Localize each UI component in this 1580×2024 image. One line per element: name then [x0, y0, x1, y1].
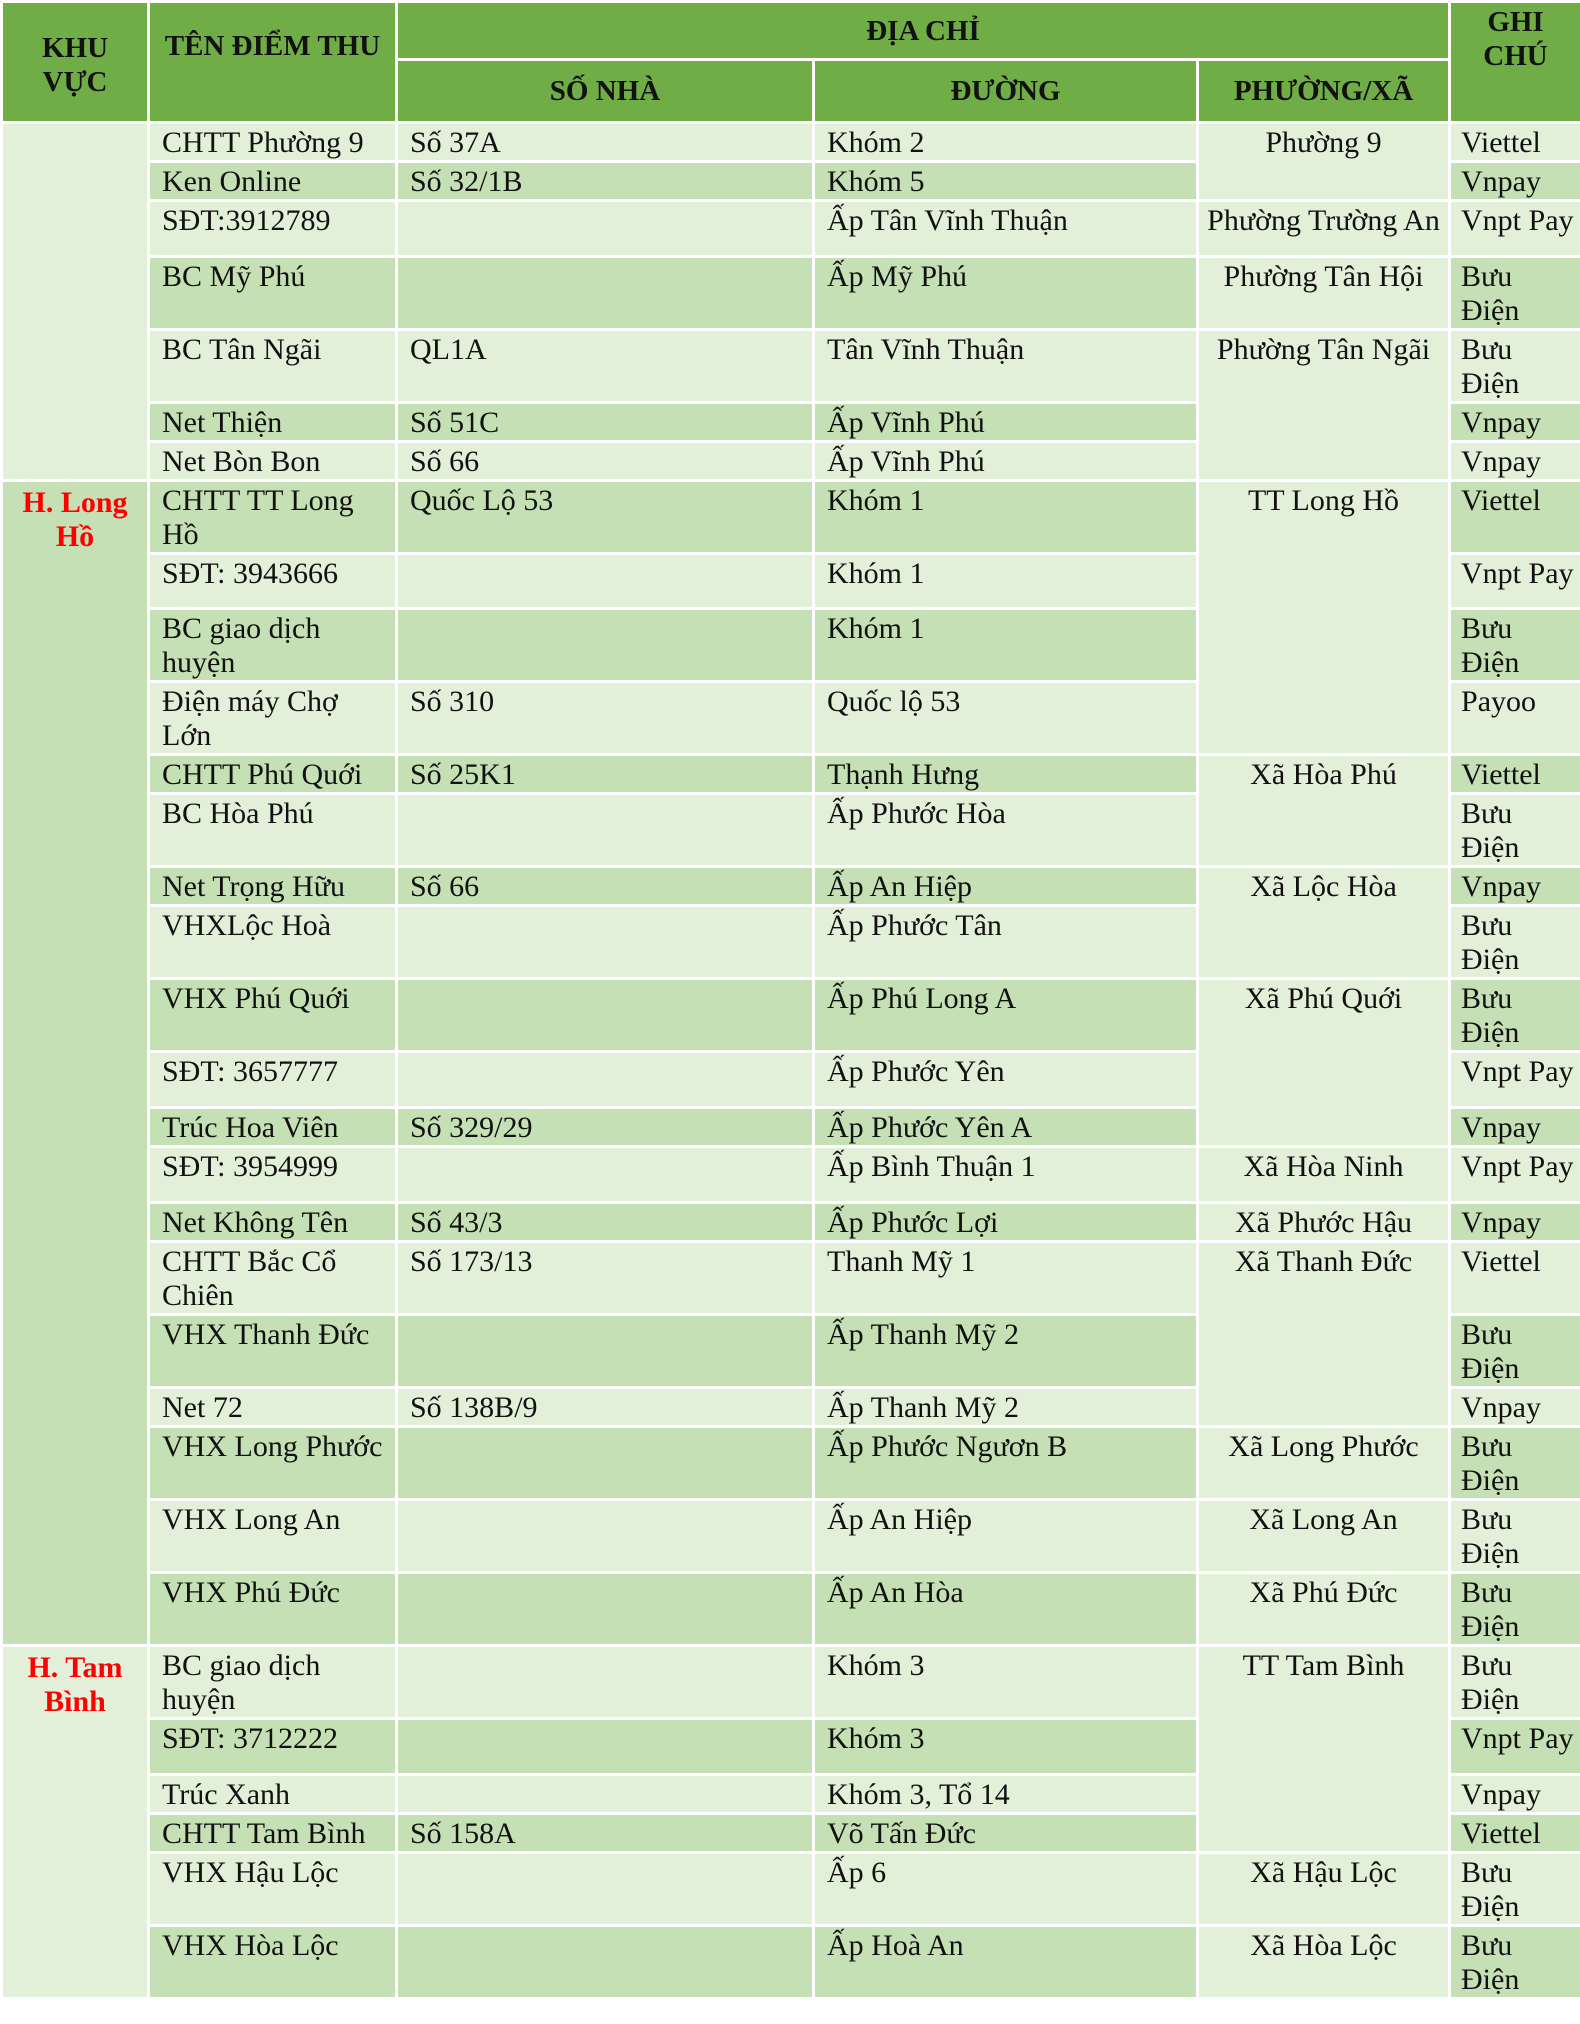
street-cell: Ấp Phước Hòa	[814, 794, 1198, 867]
point-name-cell: VHX Thanh Đức	[149, 1315, 397, 1388]
note-cell: Payoo	[1450, 682, 1580, 755]
note-cell: Vnpt Pay	[1450, 554, 1580, 609]
point-name-cell: VHX Hòa Lộc	[149, 1926, 397, 1999]
street-cell: Ấp An Hiệp	[814, 1500, 1198, 1573]
street-cell: Khóm 3	[814, 1719, 1198, 1775]
street-cell: Ấp Phước Yên	[814, 1052, 1198, 1108]
ward-cell: Xã Phú Đức	[1198, 1573, 1450, 1646]
header-ghi-chu: GHI CHÚ	[1450, 2, 1580, 123]
street-cell: Khóm 1	[814, 554, 1198, 609]
header-so-nha: SỐ NHÀ	[397, 60, 814, 123]
ward-cell: Xã Hòa Ninh	[1198, 1147, 1450, 1203]
street-cell: Khóm 1	[814, 609, 1198, 682]
point-name-cell: SĐT: 3657777	[149, 1052, 397, 1108]
note-cell: Vnpay	[1450, 867, 1580, 906]
street-cell: Ấp Vĩnh Phú	[814, 403, 1198, 442]
ward-cell: Phường Tân Ngãi	[1198, 330, 1450, 481]
note-cell: Bưu Điện	[1450, 1573, 1580, 1646]
ward-cell: Xã Hòa Lộc	[1198, 1926, 1450, 1999]
point-name-cell: Trúc Xanh	[149, 1775, 397, 1814]
house-number-cell: QL1A	[397, 330, 814, 403]
house-number-cell	[397, 609, 814, 682]
house-number-cell	[397, 1147, 814, 1203]
street-cell: Ấp Hoà An	[814, 1926, 1198, 1999]
ward-cell: Xã Phước Hậu	[1198, 1203, 1450, 1242]
table-row	[2, 1147, 1580, 1203]
table-row	[2, 1926, 1580, 1999]
house-number-cell	[397, 1853, 814, 1926]
house-number-cell: Số 158A	[397, 1814, 814, 1853]
ward-cell: Xã Lộc Hòa	[1198, 867, 1450, 979]
note-cell: Vnpay	[1450, 442, 1580, 481]
note-cell: Vnpt Pay	[1450, 1147, 1580, 1203]
street-cell: Quốc lộ 53	[814, 682, 1198, 755]
ward-cell: Xã Long An	[1198, 1500, 1450, 1573]
table-row	[2, 1500, 1580, 1573]
point-name-cell: Net Bòn Bon	[149, 442, 397, 481]
point-name-cell: Điện máy Chợ Lớn	[149, 682, 397, 755]
point-name-cell: BC Hòa Phú	[149, 794, 397, 867]
note-cell: Viettel	[1450, 1814, 1580, 1853]
street-cell: Ấp An Hiệp	[814, 867, 1198, 906]
house-number-cell: Số 329/29	[397, 1108, 814, 1147]
note-cell: Bưu Điện	[1450, 330, 1580, 403]
point-name-cell: BC giao dịch huyện	[149, 609, 397, 682]
district-cell: H. Long Hồ	[2, 481, 149, 1646]
house-number-cell	[397, 1427, 814, 1500]
point-name-cell: SĐT: 3943666	[149, 554, 397, 609]
street-cell: Tân Vĩnh Thuận	[814, 330, 1198, 403]
note-cell: Bưu Điện	[1450, 609, 1580, 682]
note-cell: Bưu Điện	[1450, 1315, 1580, 1388]
table-row	[2, 201, 1580, 257]
street-cell: Ấp Phú Long A	[814, 979, 1198, 1052]
table-row	[2, 1646, 1580, 1719]
note-cell: Vnpt Pay	[1450, 1719, 1580, 1775]
district-cell	[2, 123, 149, 481]
house-number-cell	[397, 906, 814, 979]
street-cell: Ấp Phước Yên A	[814, 1108, 1198, 1147]
ward-cell: Xã Long Phước	[1198, 1427, 1450, 1500]
table-row	[2, 1242, 1580, 1315]
table-row	[2, 979, 1580, 1052]
ward-cell: Phường 9	[1198, 123, 1450, 201]
house-number-cell: Số 43/3	[397, 1203, 814, 1242]
point-name-cell: CHTT Tam Bình	[149, 1814, 397, 1853]
point-name-cell: CHTT TT Long Hồ	[149, 481, 397, 554]
point-name-cell: BC Tân Ngãi	[149, 330, 397, 403]
house-number-cell	[397, 1646, 814, 1719]
ward-cell: Xã Hòa Phú	[1198, 755, 1450, 867]
house-number-cell	[397, 1500, 814, 1573]
table-row	[2, 1853, 1580, 1926]
table-row	[2, 123, 1580, 162]
note-cell: Vnpay	[1450, 1388, 1580, 1427]
house-number-cell: Số 66	[397, 867, 814, 906]
note-cell: Vnpay	[1450, 403, 1580, 442]
note-cell: Vnpt Pay	[1450, 201, 1580, 257]
table-body	[2, 123, 1580, 1999]
table-row	[2, 1203, 1580, 1242]
note-cell: Viettel	[1450, 1242, 1580, 1315]
street-cell: Thanh Mỹ 1	[814, 1242, 1198, 1315]
house-number-cell	[397, 257, 814, 330]
house-number-cell	[397, 1775, 814, 1814]
street-cell: Ấp 6	[814, 1853, 1198, 1926]
street-cell: Khóm 3	[814, 1646, 1198, 1719]
house-number-cell: Số 51C	[397, 403, 814, 442]
house-number-cell	[397, 1573, 814, 1646]
table-row	[2, 481, 1580, 554]
house-number-cell: Số 138B/9	[397, 1388, 814, 1427]
note-cell: Bưu Điện	[1450, 794, 1580, 867]
note-cell: Bưu Điện	[1450, 1853, 1580, 1926]
house-number-cell	[397, 1315, 814, 1388]
table-row	[2, 867, 1580, 906]
house-number-cell: Số 66	[397, 442, 814, 481]
note-cell: Bưu Điện	[1450, 1926, 1580, 1999]
note-cell: Bưu Điện	[1450, 979, 1580, 1052]
house-number-cell	[397, 1052, 814, 1108]
street-cell: Khóm 1	[814, 481, 1198, 554]
point-name-cell: VHX Long An	[149, 1500, 397, 1573]
note-cell: Vnpay	[1450, 1775, 1580, 1814]
table-row	[2, 1573, 1580, 1646]
house-number-cell	[397, 554, 814, 609]
note-cell: Vnpay	[1450, 1108, 1580, 1147]
point-name-cell: Net Không Tên	[149, 1203, 397, 1242]
ward-cell: Xã Phú Quới	[1198, 979, 1450, 1147]
point-name-cell: CHTT Phú Quới	[149, 755, 397, 794]
house-number-cell: Số 310	[397, 682, 814, 755]
table-row	[2, 1427, 1580, 1500]
ward-cell: TT Tam Bình	[1198, 1646, 1450, 1853]
ward-cell: Phường Trường An	[1198, 201, 1450, 257]
street-cell: Thạnh Hưng	[814, 755, 1198, 794]
street-cell: Ấp Bình Thuận 1	[814, 1147, 1198, 1203]
point-name-cell: VHX Phú Đức	[149, 1573, 397, 1646]
point-name-cell: Trúc Hoa Viên	[149, 1108, 397, 1147]
street-cell: Ấp Mỹ Phú	[814, 257, 1198, 330]
point-name-cell: Net Thiện	[149, 403, 397, 442]
point-name-cell: BC Mỹ Phú	[149, 257, 397, 330]
header-khu-vuc: KHU VỰC	[2, 2, 149, 123]
house-number-cell: Quốc Lộ 53	[397, 481, 814, 554]
point-name-cell: BC giao dịch huyện	[149, 1646, 397, 1719]
street-cell: Ấp Phước Tân	[814, 906, 1198, 979]
note-cell: Bưu Điện	[1450, 1427, 1580, 1500]
table-row	[2, 330, 1580, 403]
note-cell: Bưu Điện	[1450, 1646, 1580, 1719]
header-ten-diem-thu: TÊN ĐIỂM THU	[149, 2, 397, 123]
ward-cell: Xã Thanh Đức	[1198, 1242, 1450, 1427]
note-cell: Bưu Điện	[1450, 257, 1580, 330]
point-name-cell: CHTT Bắc Cổ Chiên	[149, 1242, 397, 1315]
house-number-cell: Số 37A	[397, 123, 814, 162]
house-number-cell: Số 32/1B	[397, 162, 814, 201]
point-name-cell: VHX Phú Quới	[149, 979, 397, 1052]
street-cell: Ấp An Hòa	[814, 1573, 1198, 1646]
house-number-cell	[397, 979, 814, 1052]
header-duong: ĐƯỜNG	[814, 60, 1198, 123]
point-name-cell: SĐT:3912789	[149, 201, 397, 257]
note-cell: Bưu Điện	[1450, 1500, 1580, 1573]
house-number-cell	[397, 201, 814, 257]
note-cell: Viettel	[1450, 123, 1580, 162]
note-cell: Bưu Điện	[1450, 906, 1580, 979]
note-cell: Viettel	[1450, 755, 1580, 794]
street-cell: Võ Tấn Đức	[814, 1814, 1198, 1853]
house-number-cell: Số 173/13	[397, 1242, 814, 1315]
ward-cell: Phường Tân Hội	[1198, 257, 1450, 330]
street-cell: Ấp Phước Lợi	[814, 1203, 1198, 1242]
street-cell: Khóm 2	[814, 123, 1198, 162]
table-row	[2, 755, 1580, 794]
note-cell: Viettel	[1450, 481, 1580, 554]
house-number-cell	[397, 1719, 814, 1775]
street-cell: Khóm 5	[814, 162, 1198, 201]
note-cell: Vnpay	[1450, 162, 1580, 201]
house-number-cell	[397, 794, 814, 867]
house-number-cell	[397, 1926, 814, 1999]
header-dia-chi: ĐỊA CHỈ	[397, 2, 1450, 60]
street-cell: Ấp Tân Vĩnh Thuận	[814, 201, 1198, 257]
street-cell: Ấp Vĩnh Phú	[814, 442, 1198, 481]
header-phuong-xa: PHƯỜNG/XÃ	[1198, 60, 1450, 123]
street-cell: Khóm 3, Tổ 14	[814, 1775, 1198, 1814]
ward-cell: Xã Hậu Lộc	[1198, 1853, 1450, 1926]
point-name-cell: VHX Hậu Lộc	[149, 1853, 397, 1926]
street-cell: Ấp Phước Ngươn B	[814, 1427, 1198, 1500]
note-cell: Vnpt Pay	[1450, 1052, 1580, 1108]
point-name-cell: Net Trọng Hữu	[149, 867, 397, 906]
district-cell: H. Tam Bình	[2, 1646, 149, 1999]
ward-cell: TT Long Hồ	[1198, 481, 1450, 755]
point-name-cell: VHXLộc Hoà	[149, 906, 397, 979]
point-name-cell: Net 72	[149, 1388, 397, 1427]
note-cell: Vnpay	[1450, 1203, 1580, 1242]
street-cell: Ấp Thanh Mỹ 2	[814, 1388, 1198, 1427]
street-cell: Ấp Thanh Mỹ 2	[814, 1315, 1198, 1388]
point-name-cell: Ken Online	[149, 162, 397, 201]
point-name-cell: SĐT: 3712222	[149, 1719, 397, 1775]
point-name-cell: CHTT Phường 9	[149, 123, 397, 162]
point-name-cell: SĐT: 3954999	[149, 1147, 397, 1203]
point-name-cell: VHX Long Phước	[149, 1427, 397, 1500]
table-row	[2, 257, 1580, 330]
house-number-cell: Số 25K1	[397, 755, 814, 794]
